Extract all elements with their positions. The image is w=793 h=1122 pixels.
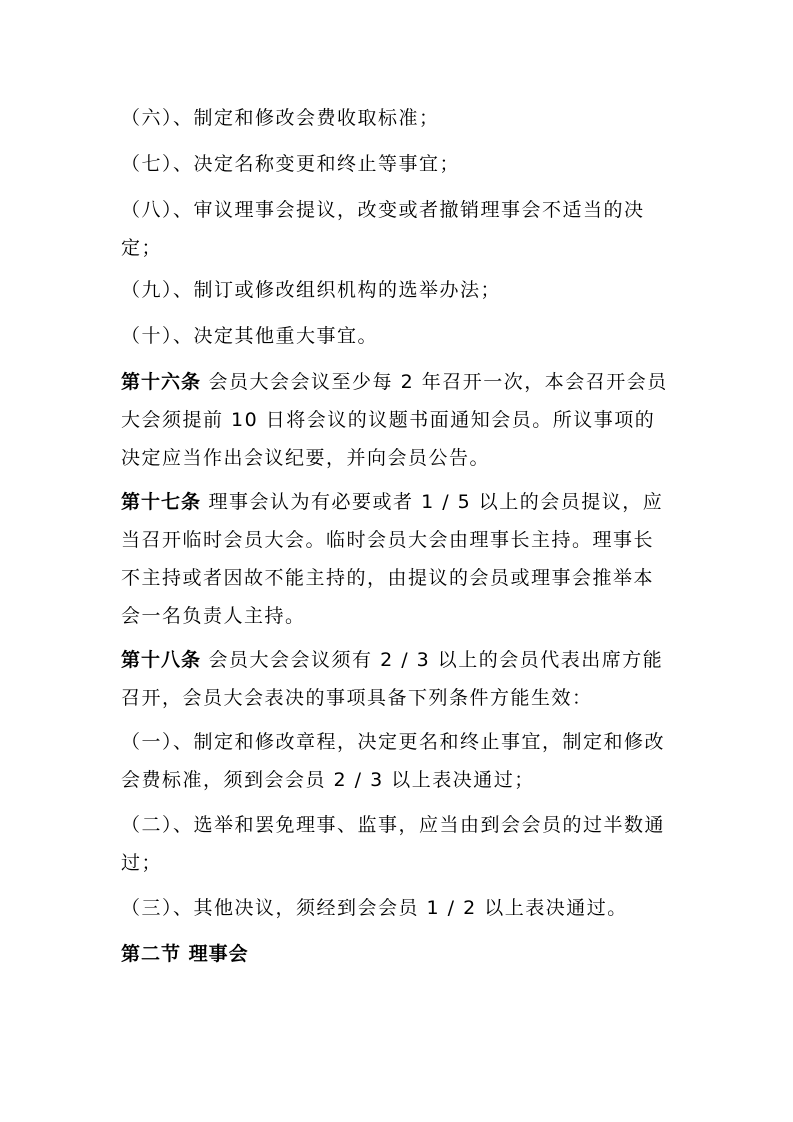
item-nine: （九）、制订或修改组织机构的选举办法；: [121, 279, 502, 301]
item-seven: （七）、决定名称变更和终止等事宜；: [121, 153, 461, 175]
article-17-label: 第十七条: [121, 491, 202, 513]
section-heading: 第二节 理事会: [121, 943, 249, 965]
article-18-label: 第十八条: [121, 649, 202, 671]
article-16-label: 第十六条: [121, 371, 202, 393]
item-ten: （十）、决定其他重大事宜。: [121, 325, 379, 347]
article-18: [121, 641, 674, 717]
condition-two: （二）、选举和罢免理事、监事，应当由到会会员的过半数通过；: [121, 814, 666, 874]
article-18-text: 会员大会会议须有 2 / 3 以上的会员代表出席方能召开，会员大会表决的事项具备下列条件方能生效：: [121, 649, 664, 709]
article-16-text: 会员大会会议至少每 2 年召开一次，本会召开会员大会须提前 10 日将会议的议题书面通知会员。所议事项的决定应当作出会议纪要，并向会员公告。: [121, 371, 668, 469]
item-eight: （八）、审议理事会提议，改变或者撤销理事会不适当的决定；: [121, 199, 645, 259]
article-17-text: 理事会认为有必要或者 1 / 5 以上的会员提议，应当召开临时会员大会。临时会员大会由理事长主持。理事长不主持或者因故不能主持的，由提议的会员或理事会推举本会一名负责人主持。: [121, 491, 664, 627]
item-six: （六）、制定和修改会费收取标准；: [121, 107, 440, 129]
condition-three: （三）、其他决议，须经到会会员 1 / 2 以上表决通过。: [121, 897, 628, 919]
condition-one: （一）、制定和修改章程，决定更名和终止事宜，制定和修改会费标准，须到会会员 2 / 3 以上表决通过；: [121, 731, 666, 791]
article-17: [121, 483, 674, 635]
article-16: [121, 363, 674, 477]
